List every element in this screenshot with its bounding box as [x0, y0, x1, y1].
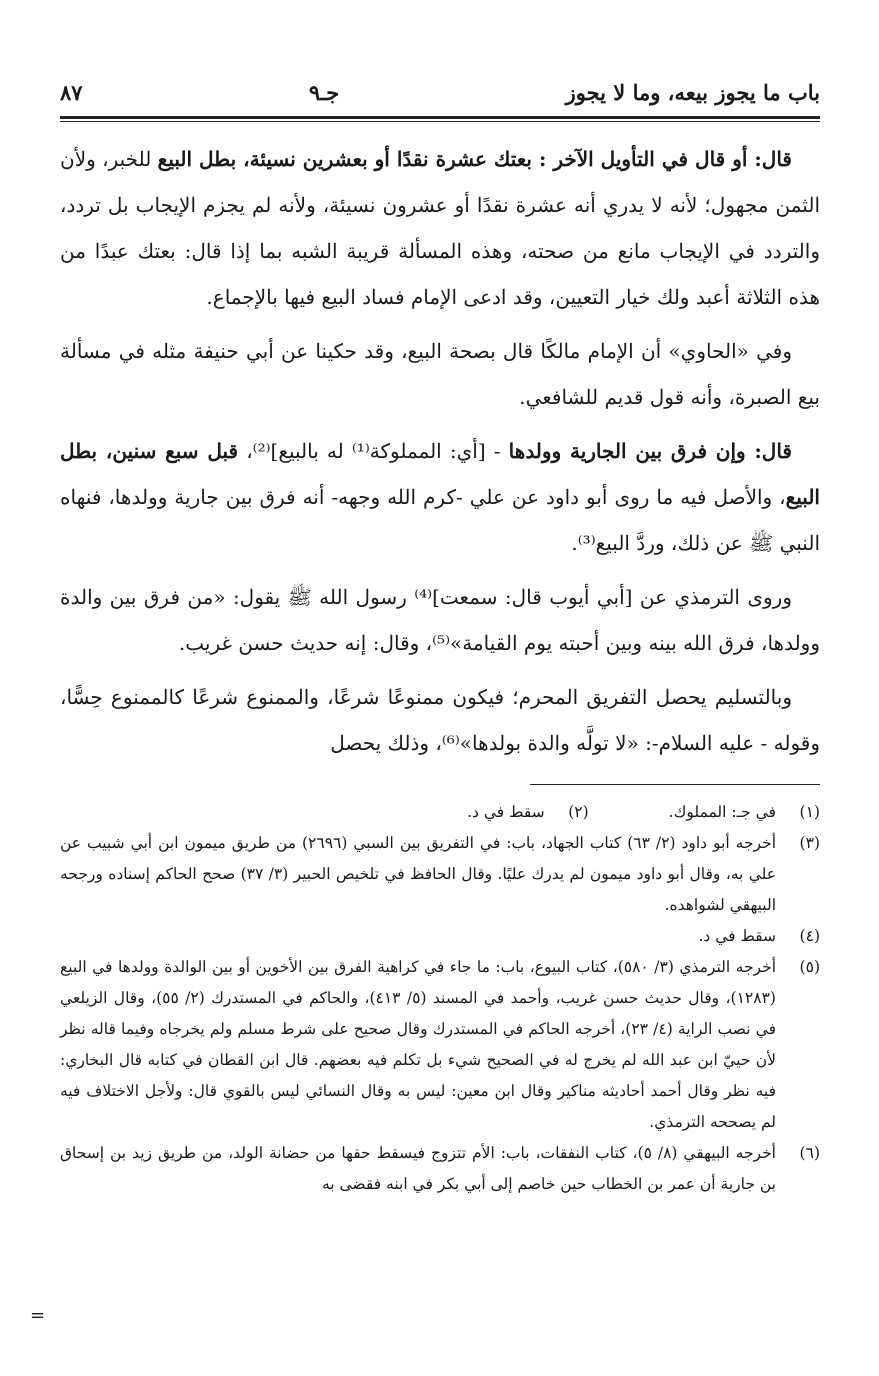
- page-number: ٨٧: [60, 79, 83, 105]
- paragraph-4: وروى الترمذي عن [أبي أيوب قال: سمعت]⁽⁴⁾ رسول الله ﷺ يقول: «من فرق بين والدة وولدها، فرق الله بينه وبين أحبته يوم القيامة»⁽⁵⁾، وقال: إنه حديث حسن غريب.: [60, 585, 820, 655]
- footnote-row-1-2: [60, 797, 820, 828]
- footnote-4: (٤) سقط في د.: [698, 927, 820, 945]
- header-rule-thin: [60, 121, 820, 122]
- continuation-mark: =: [30, 1305, 46, 1326]
- footnote-1: (١) في جـ: المملوك.: [668, 803, 820, 821]
- paragraph-2: وفي «الحاوي» أن الإمام مالكًا قال بصحة البيع، وقد حكينا عن أبي حنيفة مثله في مسألة بيع الصبرة، وأنه قول قديم للشافعي.: [60, 339, 820, 409]
- book-page: [60, 70, 820, 1200]
- footnote-separator: [530, 784, 820, 785]
- chapter-title: باب ما يجوز بيعه، وما لا يجوز: [565, 79, 820, 105]
- footnote-5: (٥) أخرجه الترمذي (٣/ ٥٨٠)، كتاب البيوع، باب: ما جاء في كراهية الفرق بين الأخوين أو بين الوالدة وولدها في البيع (١٢٨٣)، وقال حديث حسن غريب، وأحمد في المسند (٥/ ٤١٣)، والحاكم في المستدرك (٢/ ٥٥)، وقال الزيلعي في نصب الراية (٤/ ٢٣)، أخرجه الحاكم في المستدرك وقال صحيح على شرط مسلم ولم يخرجاه وفيما قاله نظر لأن حييّ ابن عبد الله لم يخرج له في الصحيح شيء بل تكلم فيه بعضهم. قال ابن القطان في كتابه قال البخاري: فيه نظر وقال أحمد أحاديثه مناكير وقال ابن معين: ليس به وقال النسائي ليس بالقوي قال: ولأجل الاختلاف فيه لم يصححه الترمذي.: [60, 958, 820, 1131]
- footnote-2: (٢) سقط في د.: [467, 803, 589, 821]
- paragraph-3: قال: وإن فرق بين الجارية وولدها - [أي: المملوكة⁽¹⁾ له بالبيع]⁽²⁾، قبل سبع سنين، بطل البيع، والأصل فيه ما روى أبو داود عن علي -كرم الله وجهه- أنه فرق بين جارية وولدها، فنهاه النبي ﷺ عن ذلك، وردَّ البيع⁽³⁾.: [60, 439, 820, 555]
- footnote-3: (٣) أخرجه أبو داود (٢/ ٦٣) كتاب الجهاد، باب: في التفريق بين السبي (٢٦٩٦) من طريق ميمون ابن أبي شبيب عن علي به، وقال أبو داود ميمون لم يدرك عليًا. وقال الحافظ في تلخيص الحبير (٣/ ٣٧) صحح الحاكم إسناده ورجحه البيهقي لشواهده.: [60, 834, 820, 914]
- paragraph-1: قال: أو قال في التأويل الآخر : بعتك عشرة نقدًا أو بعشرين نسيئة، بطل البيع للخبر، ولأن الثمن مجهول؛ لأنه لا يدري أنه عشرة نقدًا أو عشرون نسيئة، ولأنه لم يجزم الإيجاب بل تردد، والتردد في الإيجاب مانع من صحته، وهذه المسألة قريبة الشبه بما إذا قال: بعتك عبدًا من هذه الثلاثة أعبد ولك خيار التعيين، وقد ادعى الإمام فساد البيع فيها بالإجماع.: [60, 147, 820, 309]
- paragraph-5: وبالتسليم يحصل التفريق المحرم؛ فيكون ممنوعًا شرعًا، والممنوع شرعًا كالممنوع حِسًّا، وقوله - عليه السلام-: «لا تولَّه والدة بولدها»⁽⁶⁾، وذلك يحصل: [60, 685, 820, 755]
- header-rule: [60, 116, 820, 119]
- footnote-6: (٦) أخرجه البيهقي (٨/ ٥)، كتاب النفقات، باب: الأم تتزوج فيسقط حقها من حضانة الولد، من طريق زيد بن إسحاق بن جارية أن عمر بن الخطاب حين خاصم إلى أبي بكر في ابنه فقضى به: [60, 1144, 820, 1193]
- volume-label: جـ٩: [308, 79, 340, 105]
- main-text: [60, 136, 820, 766]
- footnotes: [60, 797, 820, 1200]
- running-header: [60, 70, 820, 114]
